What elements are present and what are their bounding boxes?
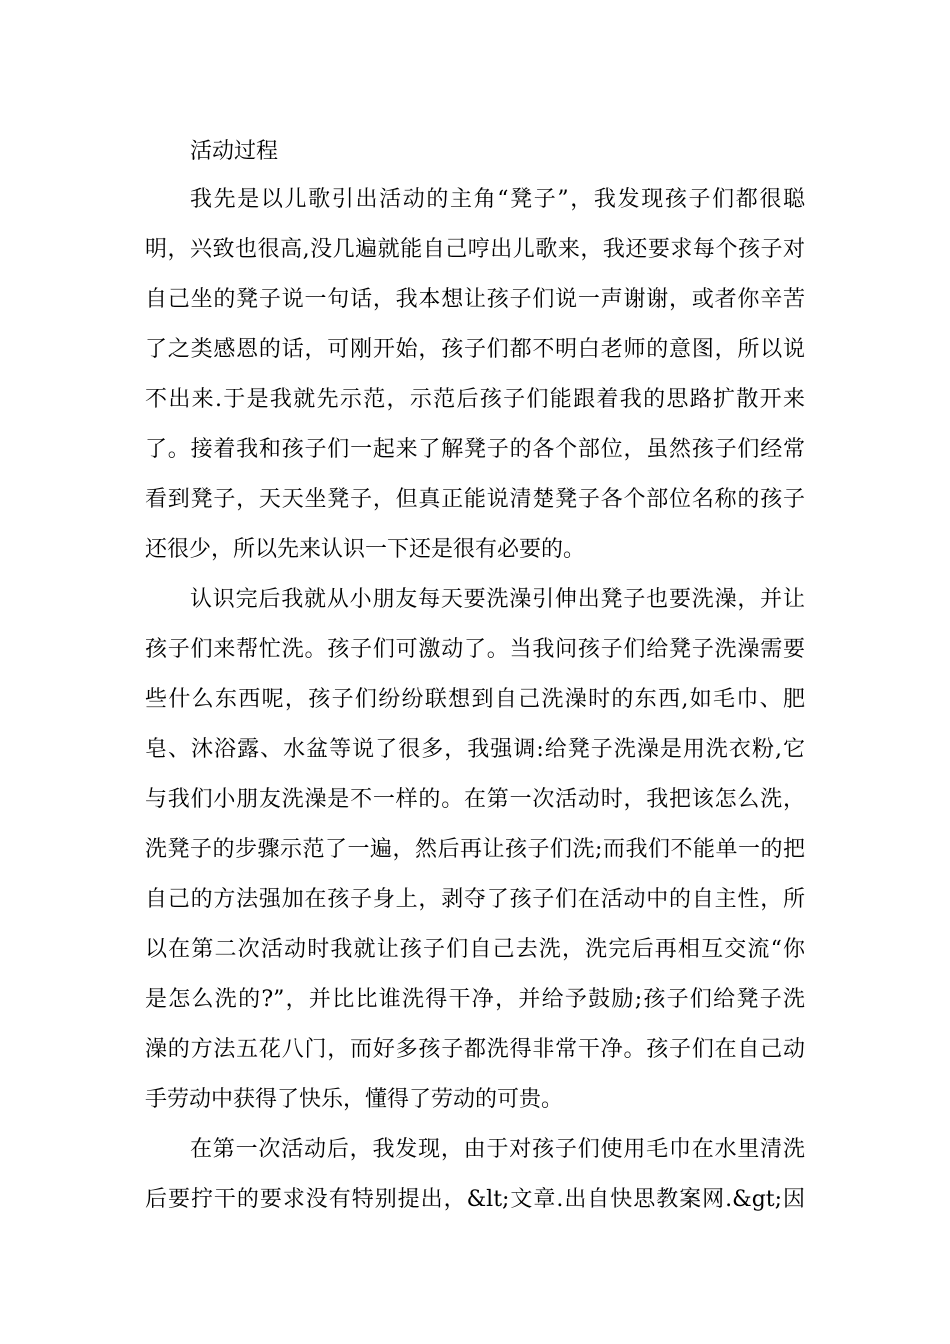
paragraph-2-line-2: 孩子们来帮忙洗。孩子们可激动了。当我问孩子们给凳子洗澡需要	[145, 637, 805, 662]
paragraph-3-line-1: 在第一次活动后，我发现，由于对孩子们使用毛巾在水里清洗	[190, 1137, 805, 1162]
paragraph-1-line-2: 明，兴致也很高,没几遍就能自己哼出儿歌来，我还要求每个孩子对	[145, 237, 805, 262]
paragraph-1-line-1: 我先是以儿歌引出活动的主角“凳子”，我发现孩子们都很聪	[190, 187, 805, 212]
paragraph-2-line-7: 自己的方法强加在孩子身上，剥夺了孩子们在活动中的自主性，所	[145, 887, 805, 912]
paragraph-2-line-4: 皂、沐浴露、水盆等说了很多，我强调:给凳子洗澡是用洗衣粉,它	[145, 737, 805, 762]
paragraph-2-line-3: 些什么东西呢，孩子们纷纷联想到自己洗澡时的东西,如毛巾、肥	[145, 687, 805, 712]
paragraph-1-line-5: 不出来.于是我就先示范，示范后孩子们能跟着我的思路扩散开来	[145, 387, 805, 412]
paragraph-2-line-5: 与我们小朋友洗澡是不一样的。在第一次活动时，我把该怎么洗，	[145, 787, 805, 812]
paragraph-3-line-2: 后要拧干的要求没有特别提出，&lt;文章.出自快思教案网.&gt;因	[145, 1187, 805, 1212]
section-heading: 活动过程	[190, 139, 279, 164]
paragraph-1-line-7: 看到凳子，天天坐凳子，但真正能说清楚凳子各个部位名称的孩子	[145, 487, 805, 512]
paragraph-2-line-8: 以在第二次活动时我就让孩子们自己去洗，洗完后再相互交流“你	[145, 937, 805, 962]
paragraph-2-line-9: 是怎么洗的?”，并比比谁洗得干净，并给予鼓励;孩子们给凳子洗	[145, 987, 805, 1012]
paragraph-1-line-8: 还很少，所以先来认识一下还是很有必要的。	[145, 537, 586, 562]
paragraph-2-line-6: 洗凳子的步骤示范了一遍，然后再让孩子们洗;而我们不能单一的把	[145, 837, 805, 862]
paragraph-2-line-1: 认识完后我就从小朋友每天要洗澡引伸出凳子也要洗澡，并让	[190, 587, 805, 612]
paragraph-2-line-10: 澡的方法五花八门，而好多孩子都洗得非常干净。孩子们在自己动	[145, 1037, 805, 1062]
paragraph-1-line-3: 自己坐的凳子说一句话，我本想让孩子们说一声谢谢，或者你辛苦	[145, 287, 805, 312]
paragraph-1-line-4: 了之类感恩的话，可刚开始，孩子们都不明白老师的意图，所以说	[145, 337, 805, 362]
paragraph-1-line-6: 了。接着我和孩子们一起来了解凳子的各个部位，虽然孩子们经常	[145, 437, 805, 462]
paragraph-2-line-11: 手劳动中获得了快乐，懂得了劳动的可贵。	[145, 1087, 564, 1112]
